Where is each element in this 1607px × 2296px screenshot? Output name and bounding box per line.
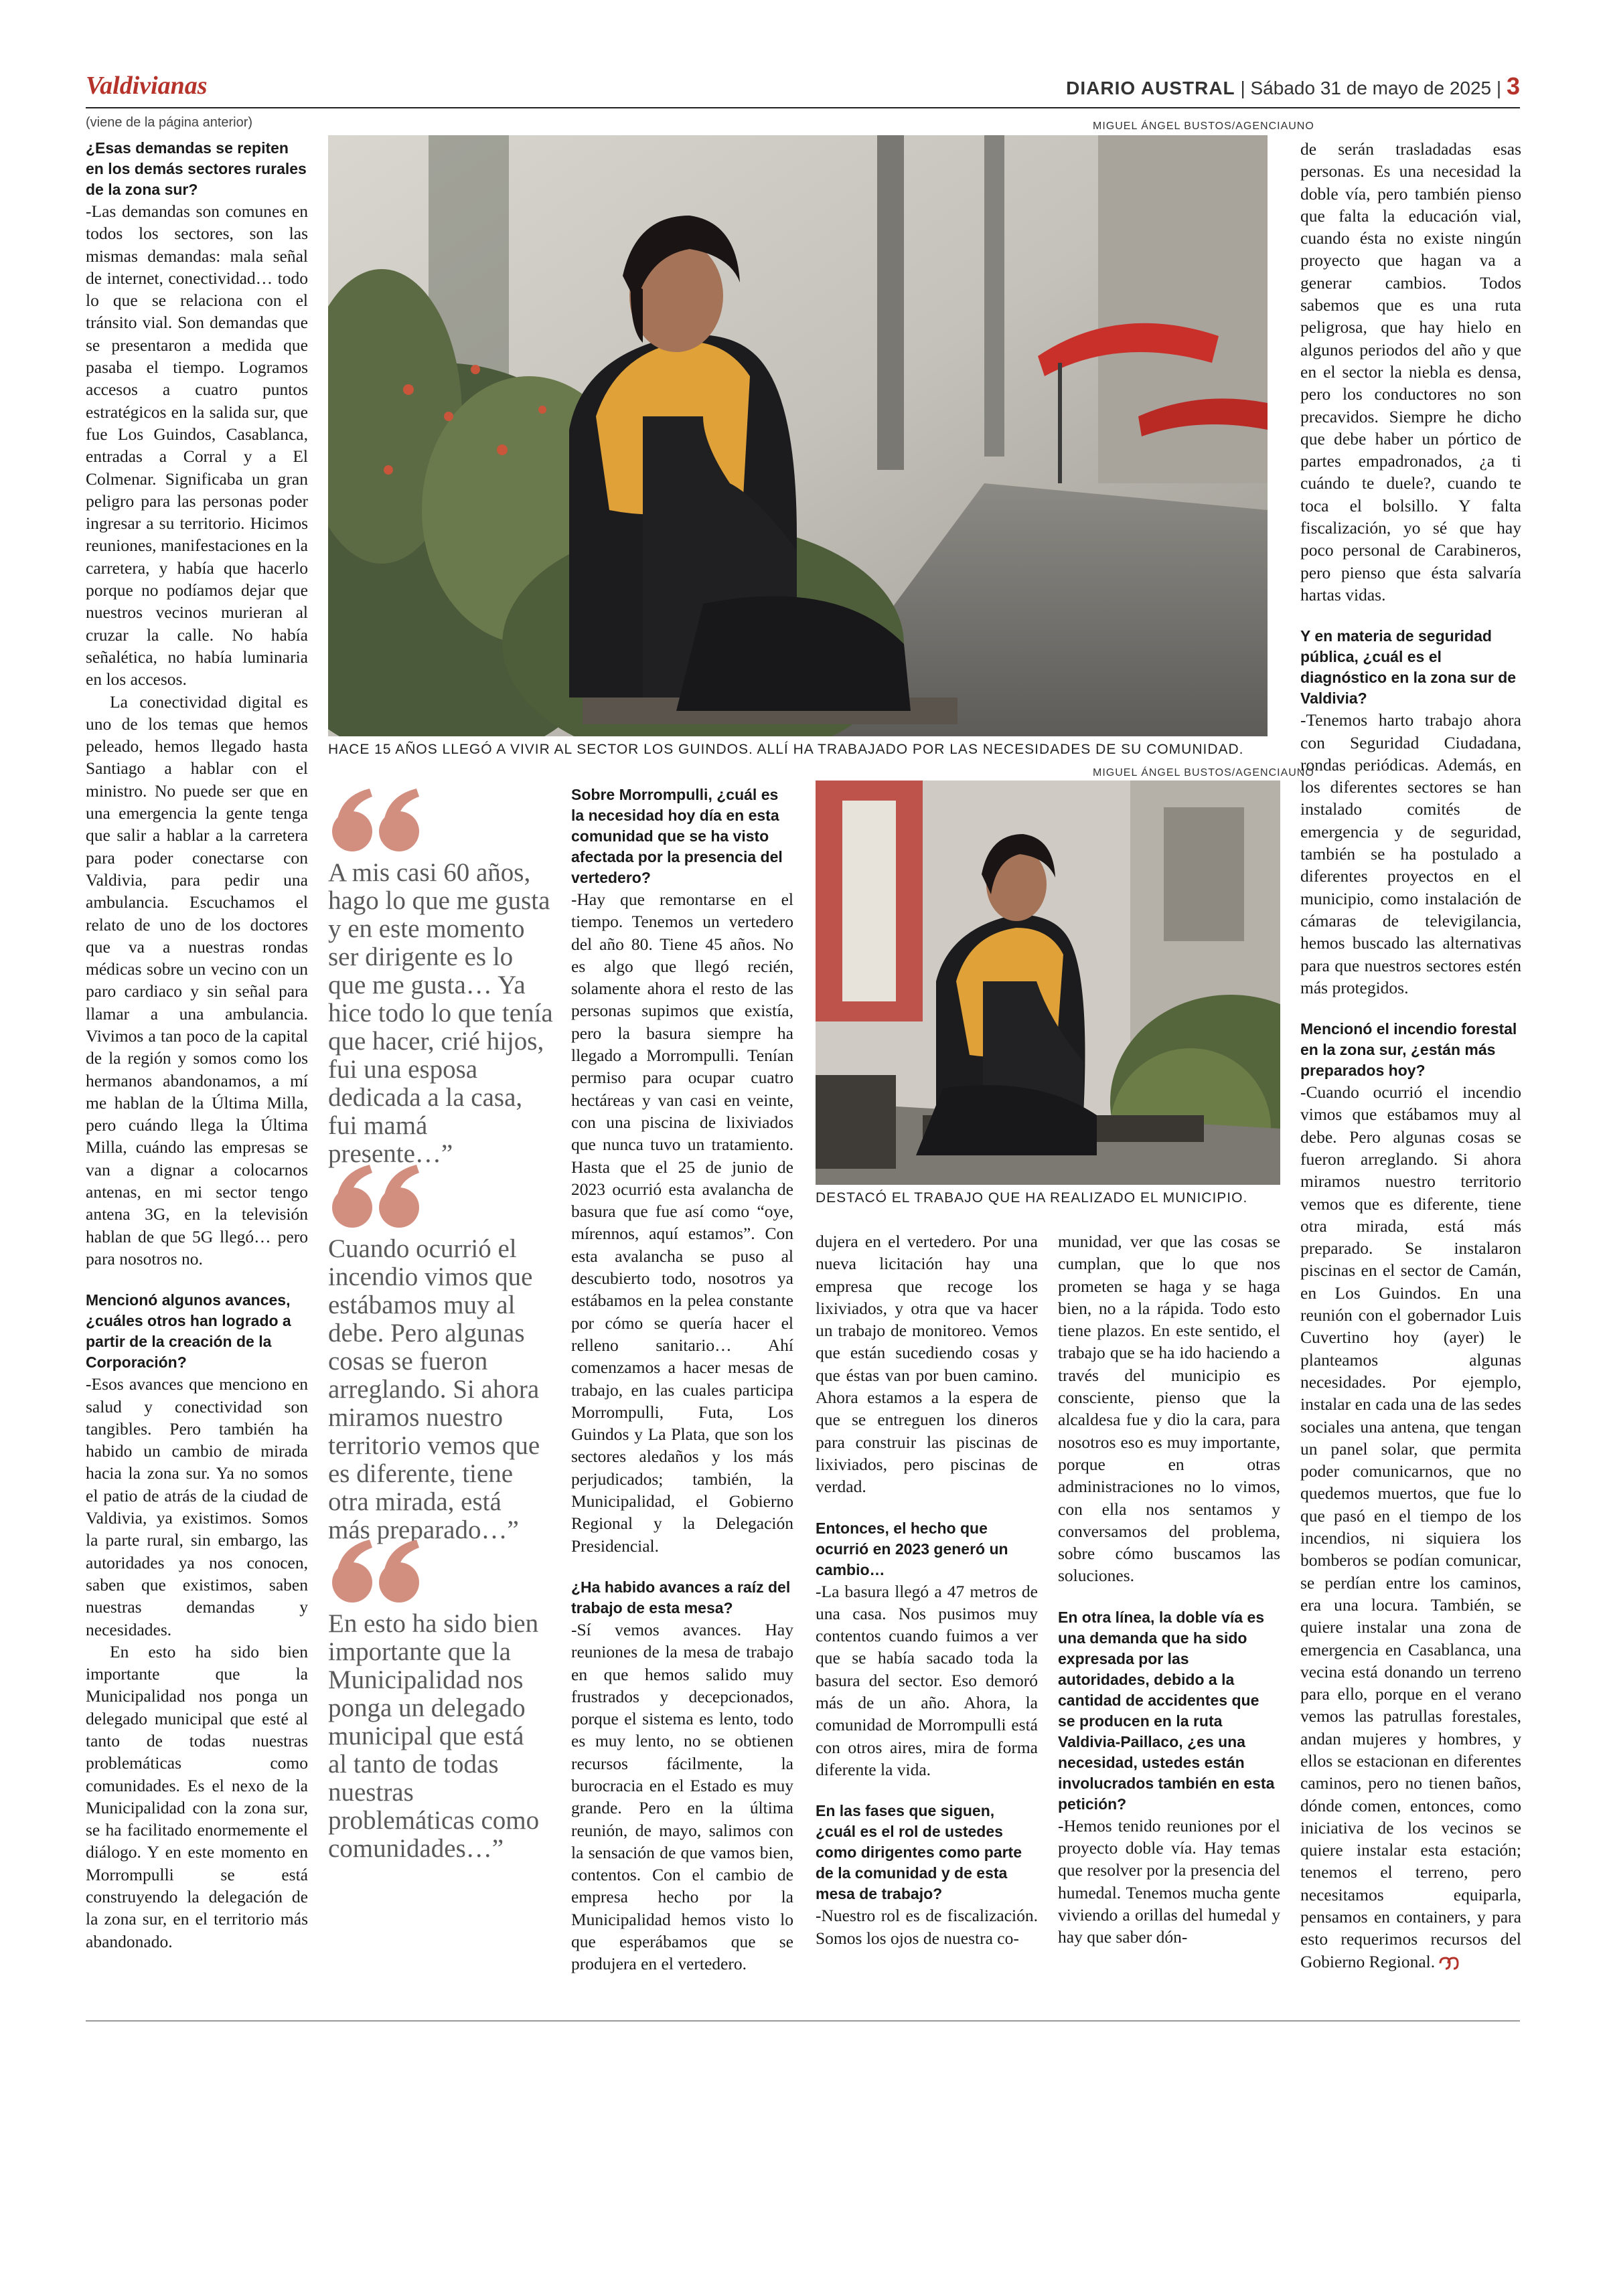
question: Sobre Morrompulli, ¿cuál es la necesidad hoy día en esta comunidad que se ha visto afectada por la presencia del vertedero?: [571, 786, 783, 886]
portrait-photo-illustration: [328, 135, 1268, 736]
question: Entonces, el hecho que ocurrió en 2023 generó un cambio…: [816, 1519, 1008, 1578]
answer-continued: munidad, ver que las cosas se cumplan, que lo que nos prometen se haga y se haga bien, no a la rápida. Todo esto tiene plazos. En este sentido, el trabajo que se ha ido haciendo a través del municipio es consciente, pienso que la alcaldesa fue y dio la cara, para nosotros eso es muy importante, porque en otras administraciones no lo vimos, con ella nos sentamos y conversamos del problema, sobre cómo buscamos las soluciones.: [1058, 1232, 1280, 1586]
issue-date: Sábado 31 de mayo de 2025: [1250, 78, 1492, 98]
article-column-5: [1058, 1230, 1280, 1949]
article-column-4: [816, 1230, 1038, 1949]
answer: -Esos avances que menciono en salud y conectividad son tangibles. Pero también ha habido un cambio de mirada hacia la zona sur. Ya no somos el patio de atrás de la ciudad de Valdivia, ya existimos. Somos la parte rural, sin embargo, las autoridades ya nos conocen, saben que existimos, saben nuestras demandas y necesidades.: [86, 1374, 308, 1639]
pull-quote-text: Cuando ocurrió el incendio vimos que estábamos muy al debe. Pero algunas cosas se fueron arreglando. Si ahora miramos nuestro territorio vemos que es diferente, tiene otra mirada, está más preparado…”: [328, 1234, 540, 1544]
photo-caption: DESTACÓ EL TRABAJO QUE HA REALIZADO EL MUNICIPIO.: [816, 1190, 1248, 1206]
masthead-separator: |: [1496, 78, 1507, 98]
question: Mencionó algunos avances, ¿cuáles otros han logrado a partir de la creación de la Corporación?: [86, 1291, 291, 1372]
masthead-separator: |: [1240, 78, 1251, 98]
answer: -Hay que remontarse en el tiempo. Tenemos un vertedero del año 80. Tiene 45 años. No es algo que llegó recién, solamente ahora el resto de las personas supimos que existía, pero la basura siempre ha llegado a Morrompulli. Tenían permiso para ocupar cuatro hectáreas y van casi en veinte, con una piscina de lixiviados que nunca tuvo un tratamiento. Hasta que el 25 de junio de 2023 ocurrió esta avalancha de basura que fue así como “oye, mírennos, aquí estamos”. Con esta avalancha se puso al descubierto todo, nosotros ya estábamos en la pelea constante por cómo se quería hacer el relleno sanitario… Ahí comenzamos a hacer mesas de trabajo, en las cuales participa Morrompulli, Futa, Los Guindos y La Plata, que son los sectores aledaños y los más perjudicados; también, la Municipalidad, el Gobierno Regional y la Delegación Presidencial.: [571, 890, 793, 1556]
answer: -Las demandas son comunes en todos los sectores, son las mismas demandas: mala señal de internet, conectividad… todo lo que se relaciona con el tránsito vial. Son demandas que se presentaron a medida que pasaba el tiempo. Logramos accesos a cuatro puntos estratégicos en la salida sur, que fue Los Guindos, Casablanca, entradas a Corral y a El Colmenar. Significaba un gran peligro para las personas poder ingresar a su territorio. Hicimos reuniones, manifestaciones en la carretera, y había que hacerlo porque no podíamos dejar que nuestros vecinos murieran al cruzar la calle. No había señalética, no había luminaria en los accesos.: [86, 201, 308, 689]
publication-name: DIARIO AUSTRAL: [1066, 78, 1235, 98]
secondary-photo: [816, 781, 1280, 1185]
portrait-photo-illustration: [816, 781, 1280, 1185]
pull-quote-2: [328, 1158, 549, 1544]
header-rule: [86, 107, 1520, 108]
question: En otra línea, la doble vía es una demanda que ha sido expresada por las autoridades, debido a la cantidad de accidentes que se producen en la ruta Valdivia-Paillaco, ¿es una necesidad, ustedes están involucrados también en esta petición?: [1058, 1608, 1275, 1813]
question: Mencionó el incendio forestal en la zona sur, ¿están más preparados hoy?: [1300, 1020, 1517, 1080]
question: Y en materia de seguridad pública, ¿cuál es el diagnóstico en la zona sur de Valdivia?: [1300, 627, 1517, 708]
answer: -Tenemos harto trabajo ahora con Seguridad Ciudadana, rondas periódicas. Además, en los diferentes sectores se han instalado comités de emergencia y de seguridad, también se ha postulado a diferentes proyectos en el municipio, como instalación de cámaras de televigilancia, hemos buscado las alternativas para que nuestros sectores estén más protegidos.: [1300, 710, 1521, 997]
continued-note: (viene de la página anterior): [86, 115, 253, 130]
answer-paragraph: La conectividad digital es uno de los temas que hemos peleado, hemos llegado hasta Santiago a hablar con el ministro. No puede ser que en una emergencia la gente tenga que salir a hablar a la carretera para poder conectarse con Valdivia, para pedir una ambulancia. Escuchamos el relato de uno de los doctores que va a nuestras rondas médicas sobre un vecino con un paro cardiaco y sin señal para llamar a una ambulancia. Vivimos a tan poco de la capital de la región y somos como los hermanos abandonamos, a mí me hablan de la Última Milla, pero cuándo llega la Última Milla, cuándo las empresas se van a dignar a colocarnos antenas, en mi sector tengo antena 3G, en la televisión hablan de que 5G llegó… pero para nosotros no.: [86, 691, 308, 1268]
answer-paragraph: En esto ha sido bien importante que la Municipalidad nos ponga un delegado municipal que esté al tanto de todas nuestras problemáticas como comunidades. Es el nexo de la Municipalidad con la zona sur, se ha facilitado enormemente el diálogo. Y en este momento en Morrompulli se está construyendo la delegación de la zona sur, en el territorio más abandonado.: [86, 1641, 308, 1951]
answer: -La basura llegó a 47 metros de una casa. Nos pusimos muy contentos cuando fuimos a ver que se había sacado toda la basura del sector. Eso demoró más de un año. Ahora, la comunidad de Morrompulli está con otros aires, mira de forma diferente la vida.: [816, 1581, 1038, 1779]
answer: -Hemos tenido reuniones por el proyecto doble vía. Hay temas que resolver por la presencia del humedal. Tenemos mucha gente viviendo a orillas del humedal y hay que saber dón-: [1058, 1815, 1280, 1947]
section-title: Valdivianas: [86, 72, 208, 100]
article-column-1: [86, 138, 308, 1953]
quote-mark-icon: [328, 1533, 429, 1607]
pull-quote-text: En esto ha sido bien importante que la Municipalidad nos ponga un delegado municipal que está al tanto de todas nuestras problemáticas como comunidades…”: [328, 1609, 540, 1863]
page-number: 3: [1506, 72, 1520, 100]
photo-credit: MIGUEL ÁNGEL BUSTOS/AGENCIAUNO: [1093, 767, 1314, 778]
pull-quote-3: [328, 1533, 549, 1863]
answer-continued: de serán trasladadas esas personas. Es una necesidad la doble vía, pero también pienso que falta la educación vial, cuando ésta no existe ningún proyecto que hagan va a generar cambios. Todos sabemos que es una ruta peligrosa, que hay hielo en algunos periodos del año y que en el sector la niebla es densa, pero los conductores no son precavidos. Siempre he dicho que debe haber un pórtico de partes empadronados, ¿a ti cuándo te duele?, cuando te toca el bolsillo. Y falta fiscalización, yo sé que hay poco personal de Carabineros, pero pienso que ésta salvaría hartas vidas.: [1300, 139, 1521, 604]
question: ¿Esas demandas se repiten en los demás sectores rurales de la zona sur?: [86, 139, 307, 198]
footer-rule: [86, 2020, 1520, 2022]
end-mark-icon: [1438, 1957, 1460, 1970]
answer: -Sí vemos avances. Hay reuniones de la mesa de trabajo en que hemos salido muy frustrados y decepcionados, porque el sistema es lento, todo es muy lento, no se obtienen recursos fácilmente, la burocracia en el Estado es muy grande. Pero en la última reunión, de mayo, salimos con la sensación de que vamos bien, contentos. Con el cambio de empresa hecho por la Municipalidad hemos visto lo que esperábamos que se produjera en el vertedero.: [571, 1619, 793, 1974]
answer: [1300, 1081, 1521, 1973]
photo-credit: MIGUEL ÁNGEL BUSTOS/AGENCIAUNO: [1093, 120, 1314, 132]
photo-caption: HACE 15 AÑOS LLEGÓ A VIVIR AL SECTOR LOS GUINDOS. ALLÍ HA TRABAJADO POR LAS NECESIDADES DE SU COMUNIDAD.: [328, 742, 1244, 757]
pull-quote-1: [328, 782, 556, 1168]
answer-text: -Cuando ocurrió el incendio vimos que estábamos muy al debe. Pero algunas cosas se fueron arreglando. Si ahora miramos nuestro territorio vemos que es diferente, tiene otra mirada, está más preparado. Se instalaron piscinas en el sector de Camán, en Los Guindos. En una reunión con el gobernador Luis Cuvertino hoy (ayer) le planteamos algunas necesidades. Por ejemplo, instalar en cada una de las sedes sociales una antena, que tengan un panel solar, que permita poder comunicarnos, que no quedemos muertos, que fue lo que pasó en el tiempo de los incendios, ni siquiera los bomberos se podían comunicar, se perdían entre los caminos, era una locura. También, se quiere instalar una zona de emergencia en Casablanca, una vecina está donando un terreno para ello, porque en el verano vemos las patrullas forestales, andan mujeres y hombres, y ellos se estacionan en diferentes caminos, pero no tienen baños, dónde comen, entonces, como iniciativa de los vecinos se quiere instalar esta estación; tenemos el terreno, pero necesitamos equiparla, pensamos en containers, y para esto requerimos recursos del Gobierno Regional.: [1300, 1082, 1521, 1971]
main-photo: [328, 135, 1268, 736]
article-column-6: [1300, 138, 1521, 1973]
article-column-3: [571, 785, 793, 1975]
quote-mark-icon: [328, 782, 429, 855]
answer: -Nuestro rol es de fiscalización. Somos los ojos de nuestra co-: [816, 1906, 1038, 1948]
quote-mark-icon: [328, 1158, 429, 1232]
masthead: [1066, 72, 1520, 100]
question: En las fases que siguen, ¿cuál es el rol de ustedes como dirigentes como parte de la comunidad y de esta mesa de trabajo?: [816, 1802, 1022, 1903]
pull-quote-text: A mis casi 60 años, hago lo que me gusta y en este momento ser dirigente es lo que me gusta… Ya hice todo lo que tenía que hacer, crié hijos, fui una esposa dedicada a la casa, fui mamá presente…”: [328, 858, 553, 1168]
answer-continued: dujera en el vertedero. Por una nueva licitación hay una empresa que recoge los lixiviados, y otra que va hacer un trabajo de monitoreo. Vemos que están sucediendo cosas y que éstas van por buen camino. Ahora estamos a la espera de que se entreguen los dineros para construir las piscinas de lixiviados, pero piscinas de verdad.: [816, 1232, 1038, 1497]
question: ¿Ha habido avances a raíz del trabajo de esta mesa?: [571, 1578, 791, 1617]
